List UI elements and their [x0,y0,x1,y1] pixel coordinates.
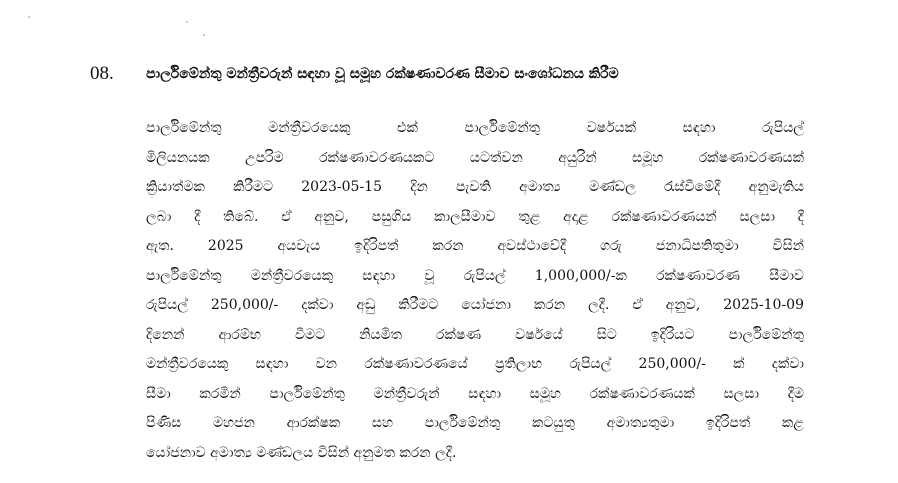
item-title: පාර්ලිමේන්තු මන්ත්‍රීවරුන් සඳහා වූ සමූහ රක්ෂණාවරණ සීමාව සංශෝධනය කිරීම [146,66,619,82]
paragraph-line: යෝජනාව අමාත්‍ය මණ්ඩලය විසින් අනුමත කරන ලදී. [146,444,457,461]
scan-speck [203,34,205,36]
item-body-paragraph [146,114,804,474]
paragraph-line: පිණිස මහජන ආරක්ෂක සහ පාර්ලිමේන්තු කටයුතු අමාත්‍යතුමා ඉදිරිපත් කළ [146,415,804,431]
scan-speck [28,16,30,18]
paragraph-line: මන්ත්‍රීවරයෙකු සඳහා වන රක්ෂණාවරණයේ ප්‍රතිලාභ රුපියල් 250,000/- ක් දක්වා [146,356,804,372]
agenda-item-heading [90,62,870,88]
paragraph-line: පාර්ලිමේන්තු මන්ත්‍රීවරයෙකු සඳහා වූ රුපියල් 1,000,000/-ක රක්ෂණාවරණ සීමාව [146,267,804,284]
paragraph-line: මිලියනයක උපරිම රක්ෂණාවරණයකට යටත්වන අයුරින් සමූහ රක්ෂණාවරණයක් [146,149,804,166]
paragraph-line: ලබා දී තිබේ. ඒ අනුව, පසුගිය කාලසීමාව තුළ අදාළ රක්ෂණාවරණයන් සලසා දී [146,208,804,225]
paragraph-line: දිනෙන් ආරම්භ වීමට නියමිත රක්ෂණ වර්ෂයේ සිට ඉදිරියට පාර්ලිමේන්තු [146,326,804,343]
paragraph-line: පාර්ලිමේන්තු මන්ත්‍රීවරයෙකු එක් පාර්ලිමේන්තු වර්ෂයක් සඳහා රුපියල් [146,120,804,136]
paragraph-line: ක්‍රියාත්මක කිරීමට 2023-05-15 දින පැවති අමාත්‍ය මණ්ඩල රැස්වීමේදී අනුමැතිය [146,179,804,195]
paragraph-line: ඇත. 2025 අයවැය ඉදිරිපත් කරන අවස්ථාවේදී ගරු ජනාධිපතිතුමා විසින් [146,238,804,254]
item-number: 08. [90,63,114,84]
scan-speck [186,21,188,23]
paragraph-line: රුපියල් 250,000/- දක්වා අඩු කිරීමට යෝජනා කරන ලදී. ඒ අනුව, 2025-10-09 [146,297,804,313]
paragraph-line: සීමා කරමින් පාර්ලිමේන්තු මන්ත්‍රීවරුන් සඳහා සමූහ රක්ෂණාවරණයක් සලසා දීම [146,385,804,402]
